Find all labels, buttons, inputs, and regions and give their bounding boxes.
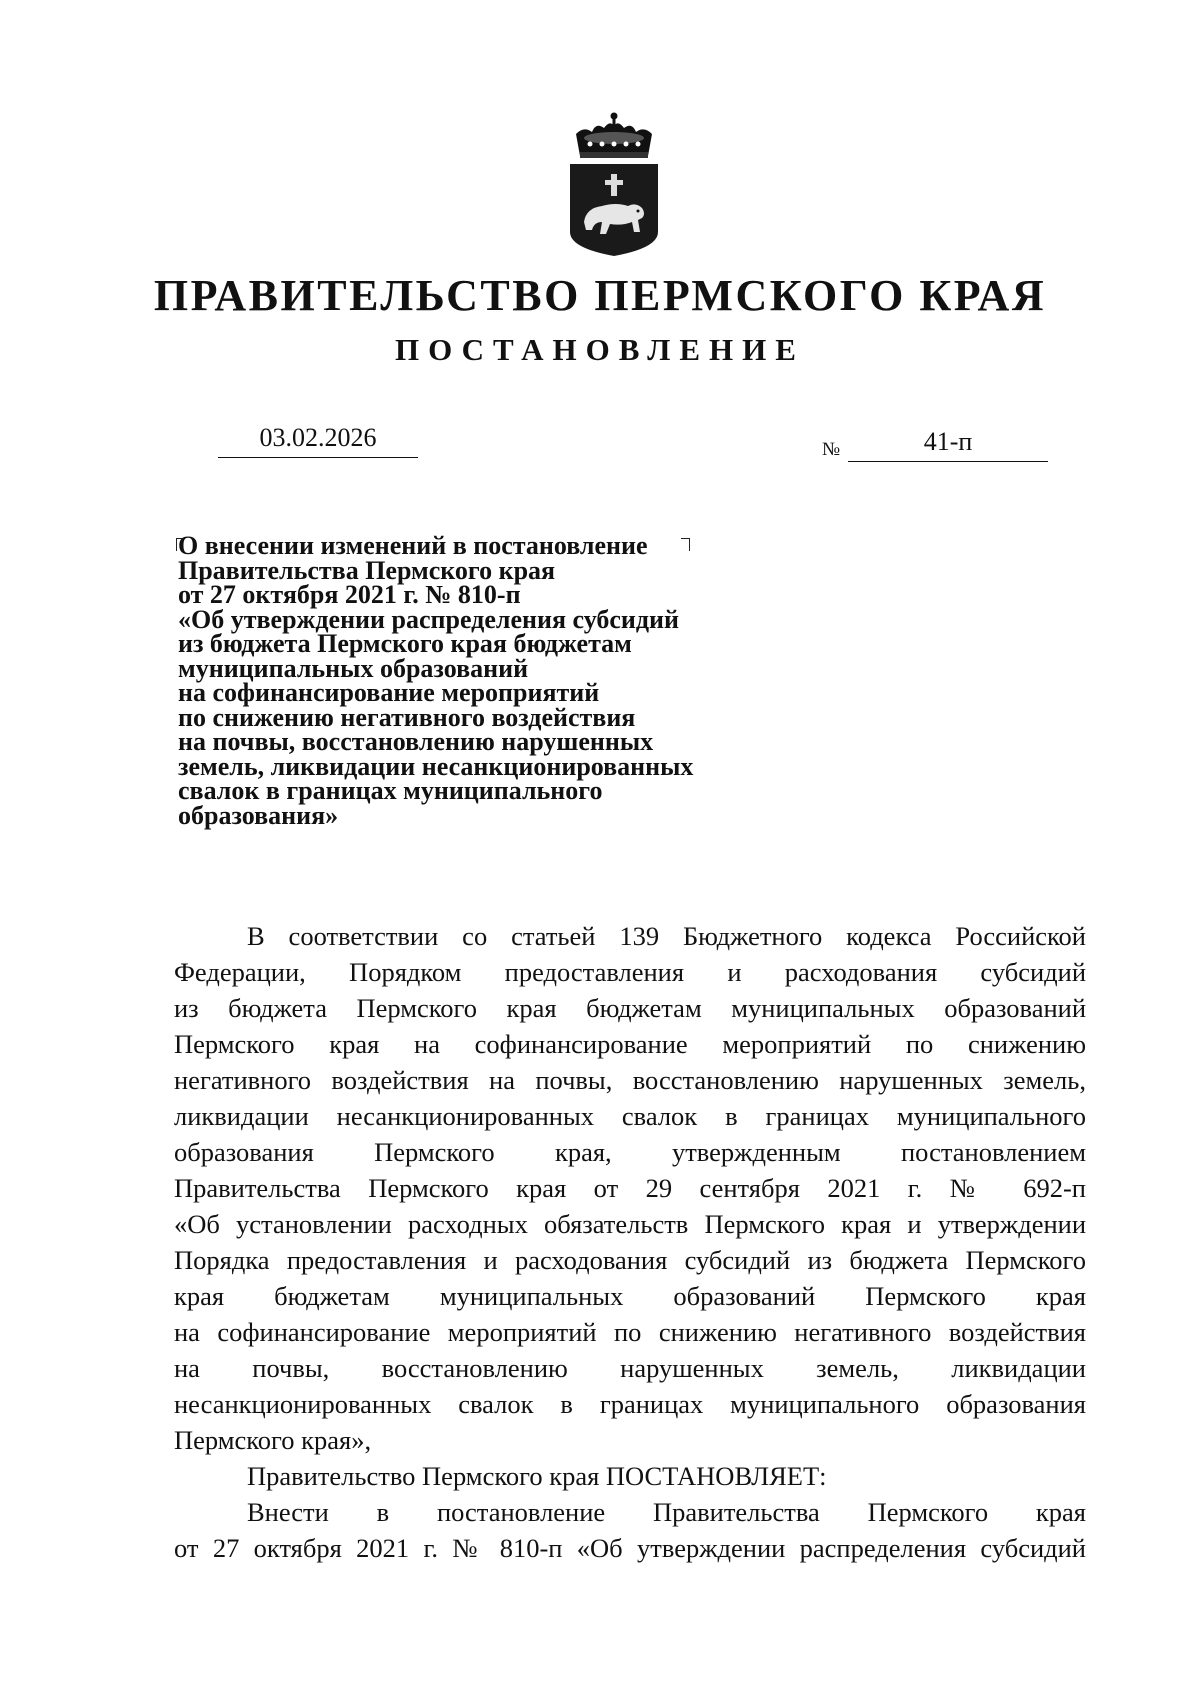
body-line: Порядка предоставления и расходования субсидий из бюджета Пермского [174, 1245, 1086, 1275]
document-number-field [822, 426, 1048, 462]
document-body [174, 918, 1086, 1566]
body-line: Пермского края на софинансирование мероприятий по снижению [174, 1029, 1086, 1059]
body-line: ликвидации несанкционированных свалок в границах муниципального [174, 1101, 1086, 1131]
subject-line: «Об утверждении распределения субсидий [178, 604, 679, 634]
body-line: несанкционированных свалок в границах муниципального образования [174, 1389, 1086, 1419]
subject-line: от 27 октября 2021 г. № 810-п [178, 580, 521, 609]
body-line: В соответствии со статьей 139 Бюджетного кодекса Российской [247, 921, 1086, 951]
number-sign: № [822, 439, 841, 460]
resolution-line: Правительство Пермского края ПОСТАНОВЛЯЕТ: [247, 1461, 827, 1491]
subject-line: по снижению негативного воздействия [178, 702, 636, 732]
body-line: на почвы, восстановлению нарушенных земель, ликвидации [174, 1353, 1086, 1383]
body-line: Внести в постановление Правительства Пермского края [247, 1497, 1086, 1527]
body-line: Пермского края», [174, 1425, 372, 1455]
government-name: ПРАВИТЕЛЬСТВО ПЕРМСКОГО КРАЯ [153, 271, 1047, 320]
body-line: из бюджета Пермского края бюджетам муниципальных образований [174, 993, 1086, 1023]
subject-line: О внесении изменений в постановление [178, 531, 648, 560]
subject-line: на софинансирование мероприятий [178, 678, 600, 707]
body-line: от 27 октября 2021 г. № 810-п «Об утверждении распределения субсидий [174, 1533, 1086, 1563]
document-subject [178, 531, 778, 830]
body-line: Федерации, Порядком предоставления и расходования субсидий [174, 957, 1086, 987]
subject-line: муниципальных образований [178, 653, 529, 683]
subject-line: на почвы, восстановлению нарушенных [178, 727, 654, 756]
body-line: на софинансирование мероприятий по снижению негативного воздействия [174, 1317, 1086, 1347]
perm-krai-coat-of-arms-icon [566, 110, 662, 260]
body-line: негативного воздействия на почвы, восстановлению нарушенных земель, [174, 1065, 1086, 1095]
body-line: края бюджетам муниципальных образований Пермского края [174, 1281, 1086, 1311]
subject-line: свалок в границах муниципального [178, 776, 603, 805]
document-date: 03.02.2026 [218, 422, 418, 458]
body-line: образования Пермского края, утвержденным постановлением [174, 1137, 1086, 1167]
body-line: «Об установлении расходных обязательств Пермского края и утверждении [174, 1209, 1086, 1239]
subject-line: Правительства Пермского края [178, 555, 556, 585]
subject-line: образования» [178, 800, 339, 830]
document-number: 41-п [848, 426, 1048, 462]
document-type: ПОСТАНОВЛЕНИЕ [395, 332, 805, 367]
subject-line: земель, ликвидации несанкционированных [178, 751, 694, 781]
subject-line: из бюджета Пермского края бюджетам [178, 629, 632, 658]
body-line: Правительства Пермского края от 29 сентября 2021 г. № 692-п [174, 1173, 1086, 1203]
